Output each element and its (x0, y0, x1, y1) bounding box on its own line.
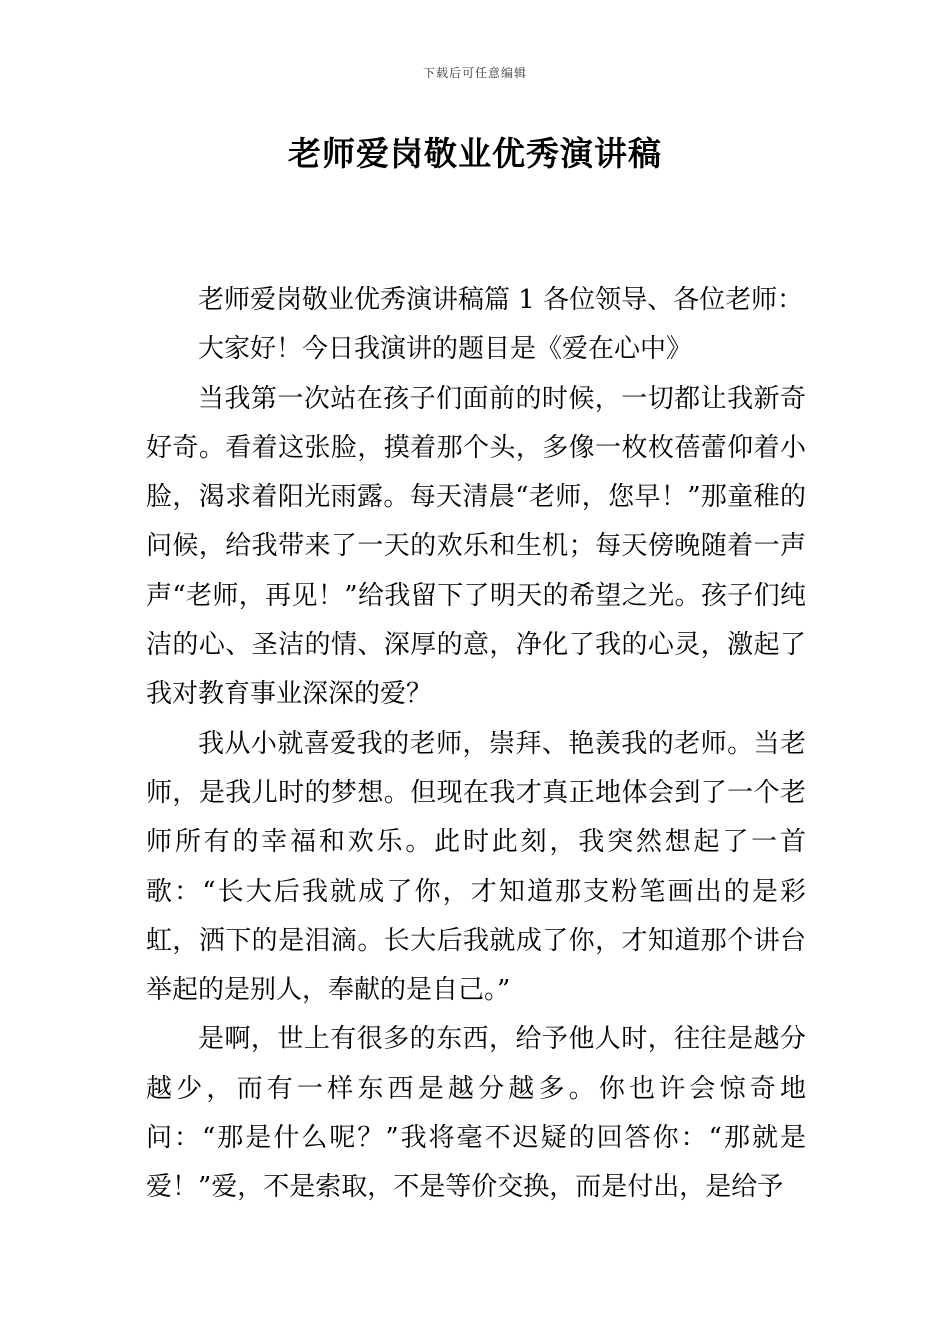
document-body (146, 276, 806, 1213)
paragraph: 大家好！今日我演讲的题目是《爱在心中》 (198, 334, 693, 365)
paragraph: 当我第一次站在孩子们面前的时候，一切都让我新奇好奇。看着这张脸，摸着那个头，多像一枚枚蓓蕾仰着小脸，渴求着阳光雨露。每天清晨“老师，您早！”那童稚的问候，给我带来了一天的欢乐和生机；每天傍晚随着一声声“老师，再见！”给我留下了明天的希望之光。孩子们纯洁的心、圣洁的情、深厚的意，净化了我的心灵，激起了我对教育事业深深的爱？ (146, 383, 806, 710)
paragraph: 老师爱岗敬业优秀演讲稿篇 1 各位领导、各位老师： (198, 285, 804, 315)
paragraph: 是啊，世上有很多的东西，给予他人时，往往是越分越少，而有一样东西是越分越多。你也许会惊奇地问：“那是什么呢？”我将毫不迟疑的回答你：“那就是爱！”爱，不是索取，不是等价交换，而是付出，是给予 (146, 1024, 806, 1203)
header-note: 下载后可任意编辑 (422, 66, 527, 80)
paragraph: 我从小就喜爱我的老师，崇拜、艳羡我的老师。当老师，是我儿时的梦想。但现在我才真正地体会到了一个老师所有的幸福和欢乐。此时此刻，我突然想起了一首歌：“长大后我就成了你，才知道那支粉笔画出的是彩虹，洒下的是泪滴。长大后我就成了你，才知道那个讲台举起的是别人，奉献的是自己。” (146, 728, 806, 1006)
document-title: 老师爱岗敬业优秀演讲稿 (288, 134, 662, 173)
